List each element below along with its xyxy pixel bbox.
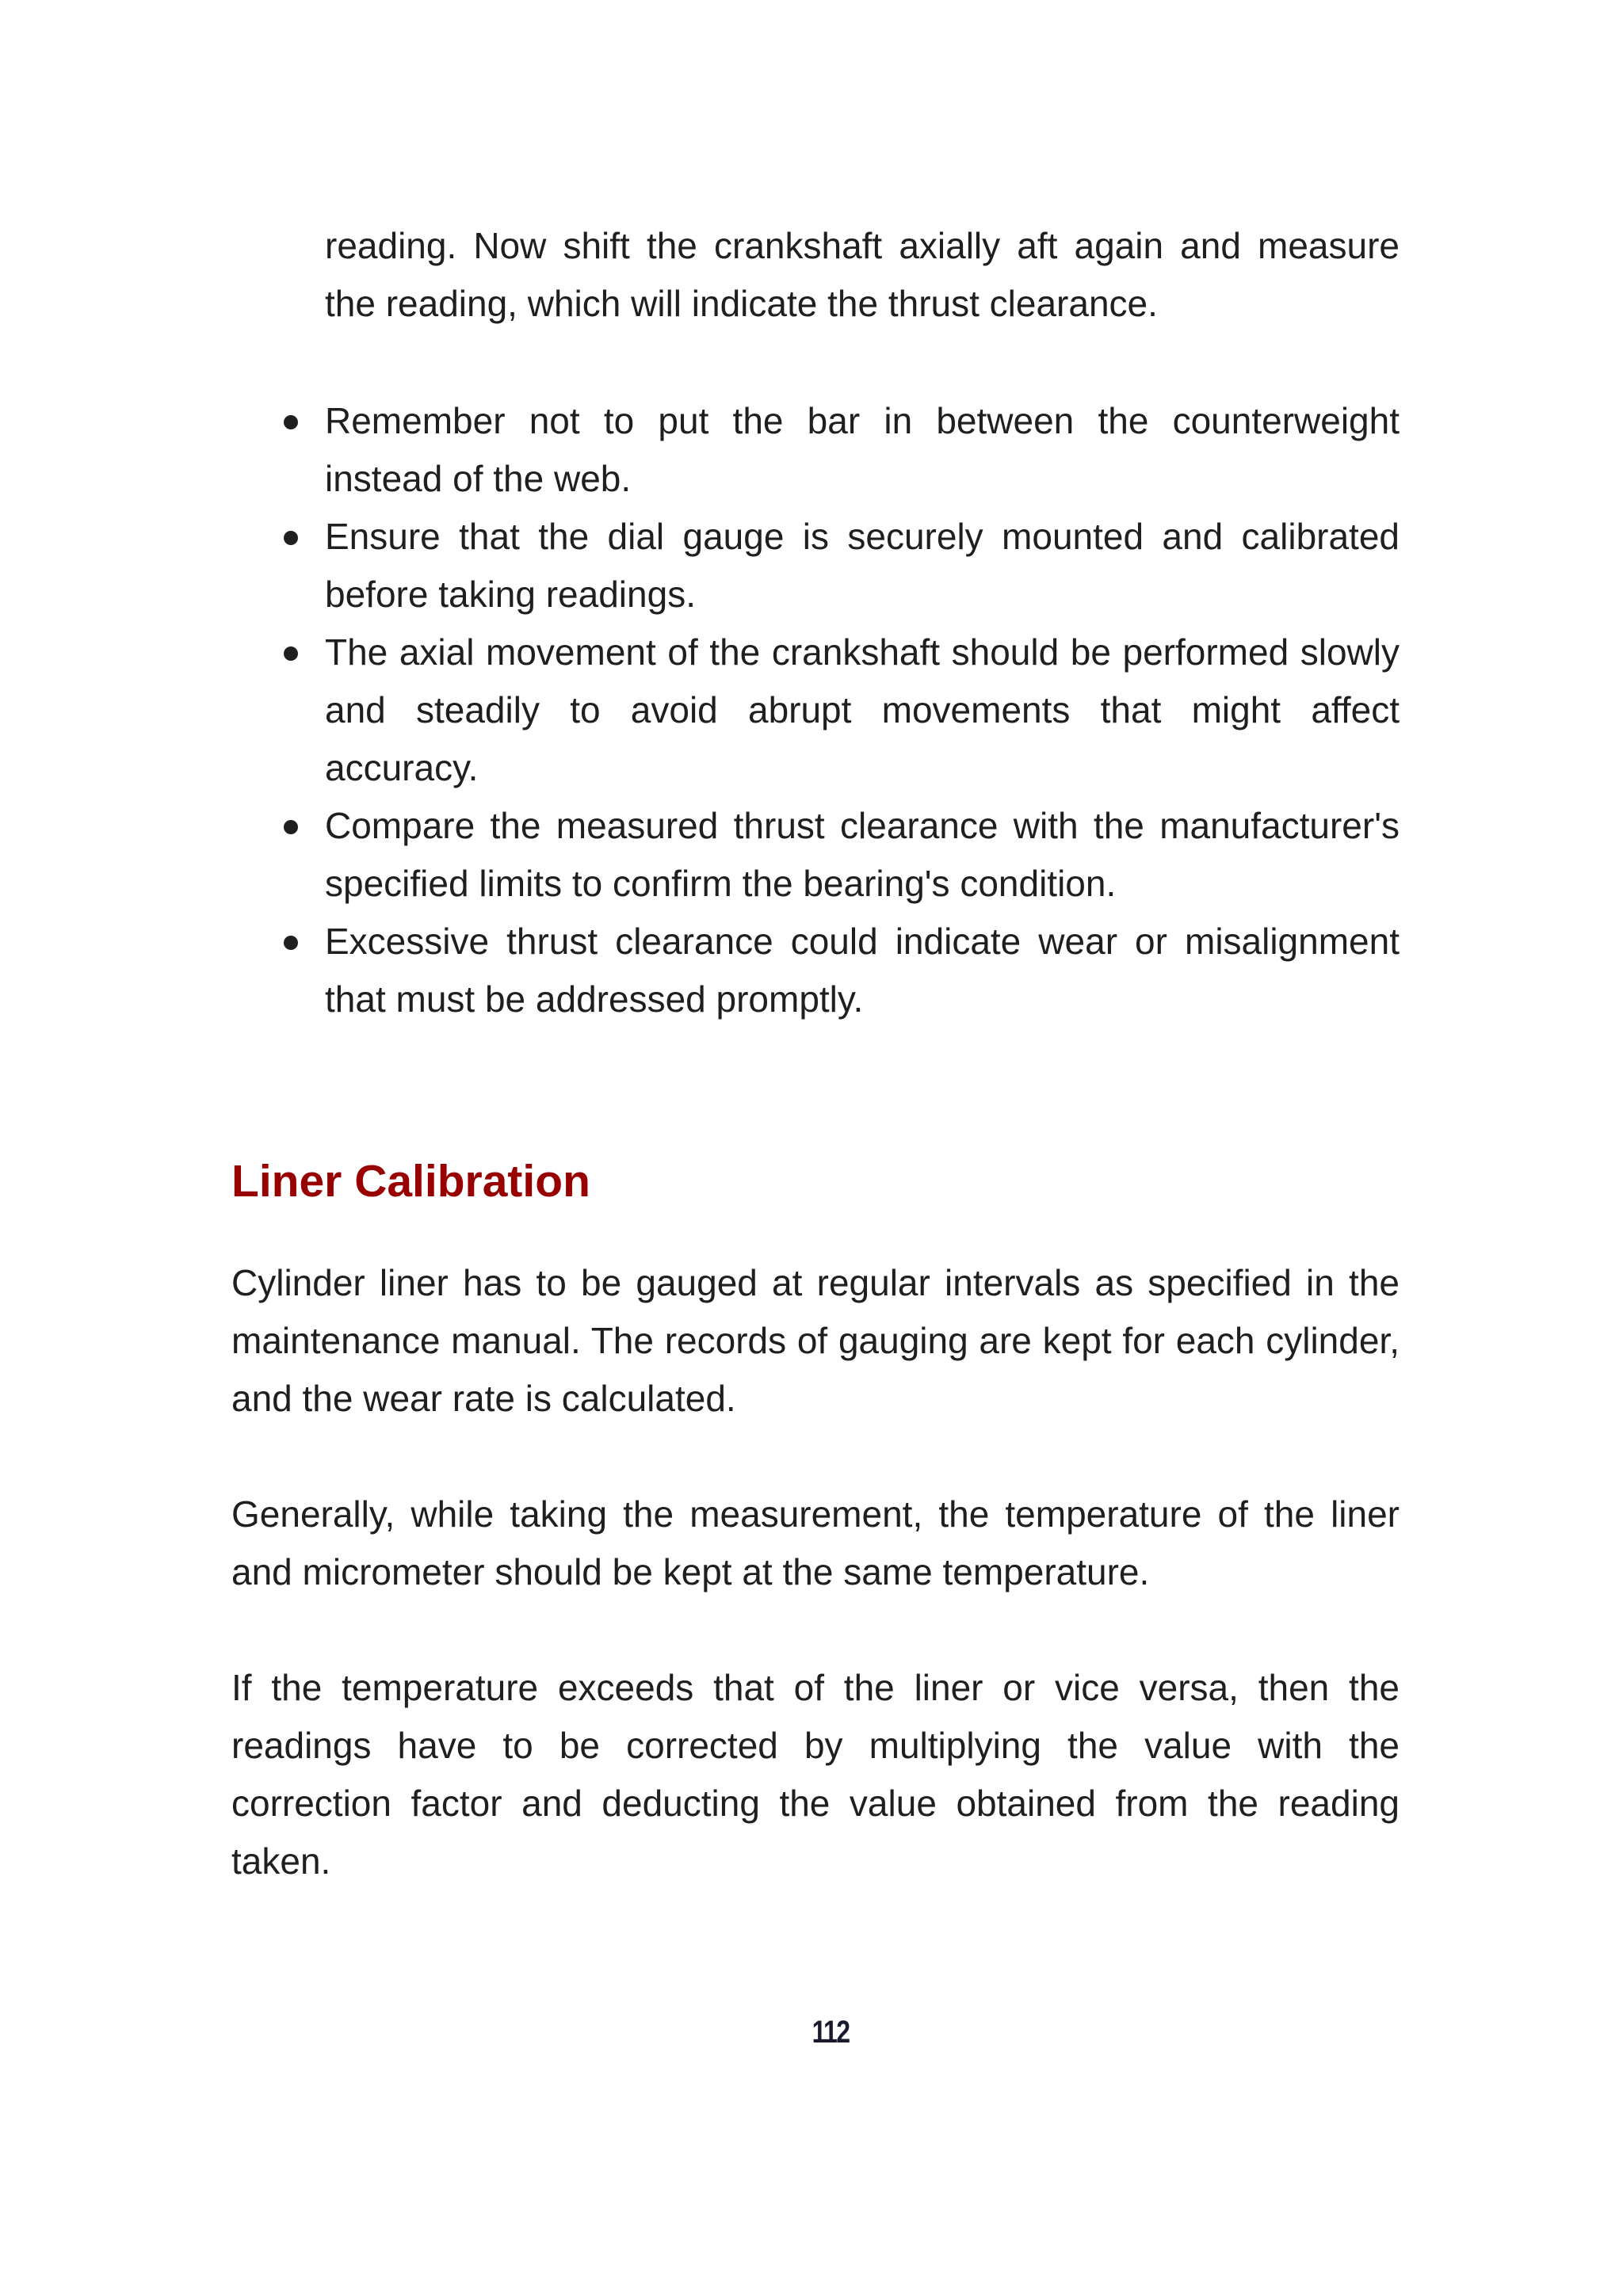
continuation-paragraph: reading. Now shift the crankshaft axially aft again and measure the reading, which will indicate the thrust clearance. [325, 225, 1400, 324]
bullet-text: Remember not to put the bar in between the counterweight instead of the web. [325, 400, 1400, 499]
list-item [325, 392, 1400, 508]
bullet-icon [284, 936, 298, 950]
bullet-text: Excessive thrust clearance could indicate wear or misalignment that must be addressed promptly. [325, 921, 1400, 1020]
bullet-icon [284, 820, 298, 834]
bullet-text: Ensure that the dial gauge is securely mounted and calibrated before taking readings. [325, 516, 1400, 615]
list-item [325, 797, 1400, 913]
list-item [325, 913, 1400, 1028]
bullet-text: Compare the measured thrust clearance with the manufacturer's specified limits to confirm the bearing's condition. [325, 805, 1400, 904]
page-number: 112 [812, 2015, 850, 2050]
body-paragraph: If the temperature exceeds that of the liner or vice versa, then the readings have to be corrected by multiplying the value with the correction factor and deducting the value obtained from the reading taken. [231, 1667, 1400, 1882]
list-item [325, 508, 1400, 624]
bullet-list [325, 392, 1400, 1028]
bullet-icon [284, 646, 298, 661]
body-paragraph: Generally, while taking the measurement, the temperature of the liner and micrometer should be kept at the same temperature. [231, 1493, 1400, 1592]
list-item [325, 624, 1400, 797]
bullet-text: The axial movement of the crankshaft should be performed slowly and steadily to avoid abrupt movements that might affect accuracy. [325, 631, 1400, 788]
section-heading: Liner Calibration [231, 1156, 590, 1207]
bullet-icon [284, 415, 298, 429]
bullet-icon [284, 531, 298, 545]
body-paragraph: Cylinder liner has to be gauged at regular intervals as specified in the maintenance manual. The records of gauging are kept for each cylinder, and the wear rate is calculated. [231, 1262, 1400, 1419]
